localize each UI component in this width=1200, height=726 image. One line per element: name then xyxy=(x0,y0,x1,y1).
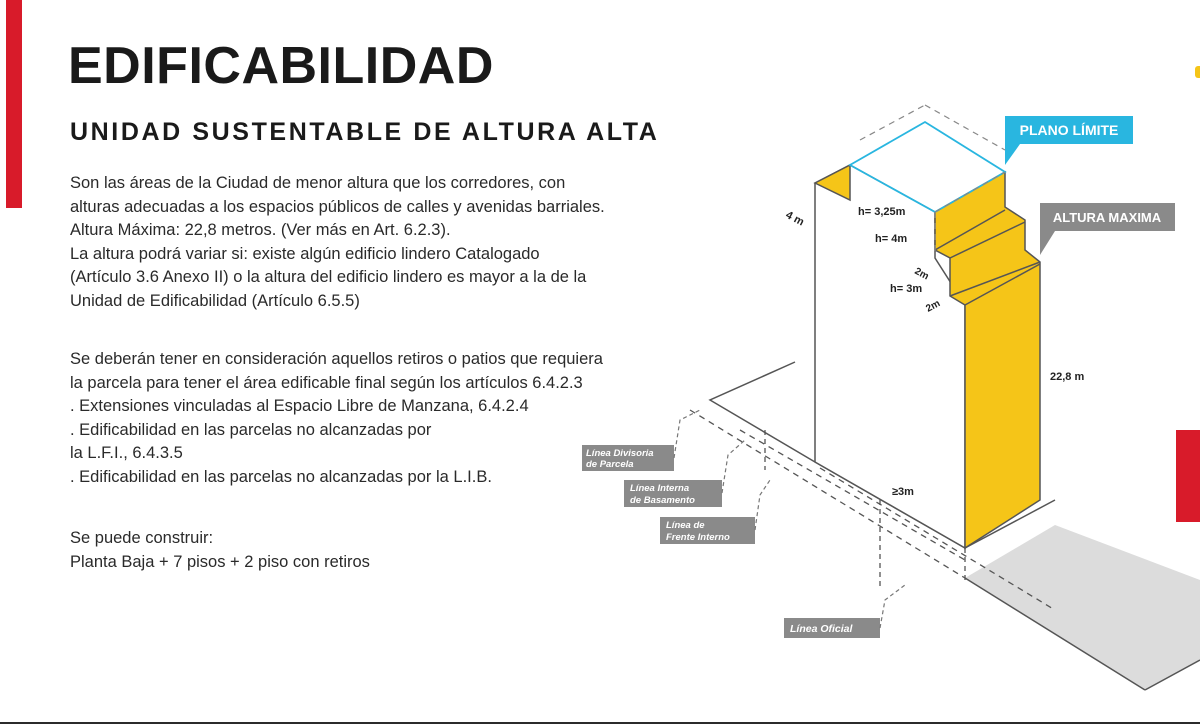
yellow-edge-accent xyxy=(1195,66,1200,78)
tag-linea-basamento-line1: Línea Interna xyxy=(630,483,690,494)
page-subtitle: UNIDAD SUSTENTABLE DE ALTURA ALTA xyxy=(70,118,660,146)
plano-limite-label: PLANO LÍMITE xyxy=(1019,122,1119,138)
roof-dashed xyxy=(860,105,925,140)
text-line: . Extensiones vinculadas al Espacio Libre de Manzana, 6.4.2.4 xyxy=(70,397,529,415)
text-line: Unidad de Edificabilidad (Artículo 6.5.5) xyxy=(70,291,360,310)
text-line: La altura podrá variar si: existe algún edificio lindero Catalogado xyxy=(70,244,540,263)
label-retiro-2m-a: 2m xyxy=(912,265,931,283)
text-line: alturas adecuadas a los espacios públicos de calles y avenidas barriales. xyxy=(70,197,605,216)
label-retiro-2m-b: 2m xyxy=(924,298,943,315)
roof-dashed xyxy=(925,105,1005,150)
tag-connector xyxy=(755,480,770,530)
altura-maxima-label: ALTURA MAXIMA xyxy=(1052,210,1162,225)
label-h-4: h= 4m xyxy=(875,233,908,245)
plano-limite-pointer xyxy=(1005,144,1020,165)
tag-linea-basamento-line2: de Basamento xyxy=(630,495,695,506)
tag-linea-oficial-label: Línea Oficial xyxy=(790,623,853,635)
tag-linea-frente-line2: Frente Interno xyxy=(666,532,730,543)
text-line: la L.F.I., 6.4.3.5 xyxy=(70,444,183,462)
altura-maxima-pointer xyxy=(1040,231,1055,255)
tag-connector xyxy=(674,410,700,458)
sidewalk xyxy=(965,525,1200,690)
lot-outline xyxy=(710,362,815,462)
tag-linea-divisoria-line2: de Parcela xyxy=(586,459,634,470)
text-line: Planta Baja + 7 pisos + 2 piso con retiros xyxy=(70,552,370,571)
label-min-3m: ≥3m xyxy=(892,486,914,498)
label-side-4m: 4 m xyxy=(783,209,806,229)
tag-linea-frente-line1: Línea de xyxy=(666,520,705,531)
text-line: . Edificabilidad en las parcelas no alcanzadas por la L.I.B. xyxy=(70,467,492,486)
text-line: (Artículo 3.6 Anexo II) o la altura del edificio lindero es mayor a la de la xyxy=(70,268,587,286)
label-h-325: h= 3,25m xyxy=(858,206,906,218)
text-line: la parcela para tener el área edificable final según los artículos 6.4.2.3 xyxy=(70,373,583,392)
text-line: Altura Máxima: 22,8 metros. (Ver más en Art. 6.2.3). xyxy=(70,221,451,239)
building-diagram xyxy=(560,95,1200,695)
page-title: EDIFICABILIDAD xyxy=(68,37,494,95)
tag-connector xyxy=(880,585,905,628)
tag-linea-divisoria-line1: Línea Divisoria xyxy=(586,448,654,459)
label-height-228: 22,8 m xyxy=(1050,371,1085,383)
label-h-3: h= 3m xyxy=(890,283,923,295)
text-line: Se puede construir: xyxy=(70,529,214,547)
tag-connector xyxy=(722,440,745,493)
text-line: Son las áreas de la Ciudad de menor altura que los corredores, con xyxy=(70,174,566,192)
bottom-divider xyxy=(0,722,1200,724)
text-line: Se deberán tener en consideración aquellos retiros o patios que requiera xyxy=(70,350,603,368)
text-line: . Edificabilidad en las parcelas no alcanzadas por xyxy=(70,420,432,439)
left-accent-bar xyxy=(6,0,22,208)
